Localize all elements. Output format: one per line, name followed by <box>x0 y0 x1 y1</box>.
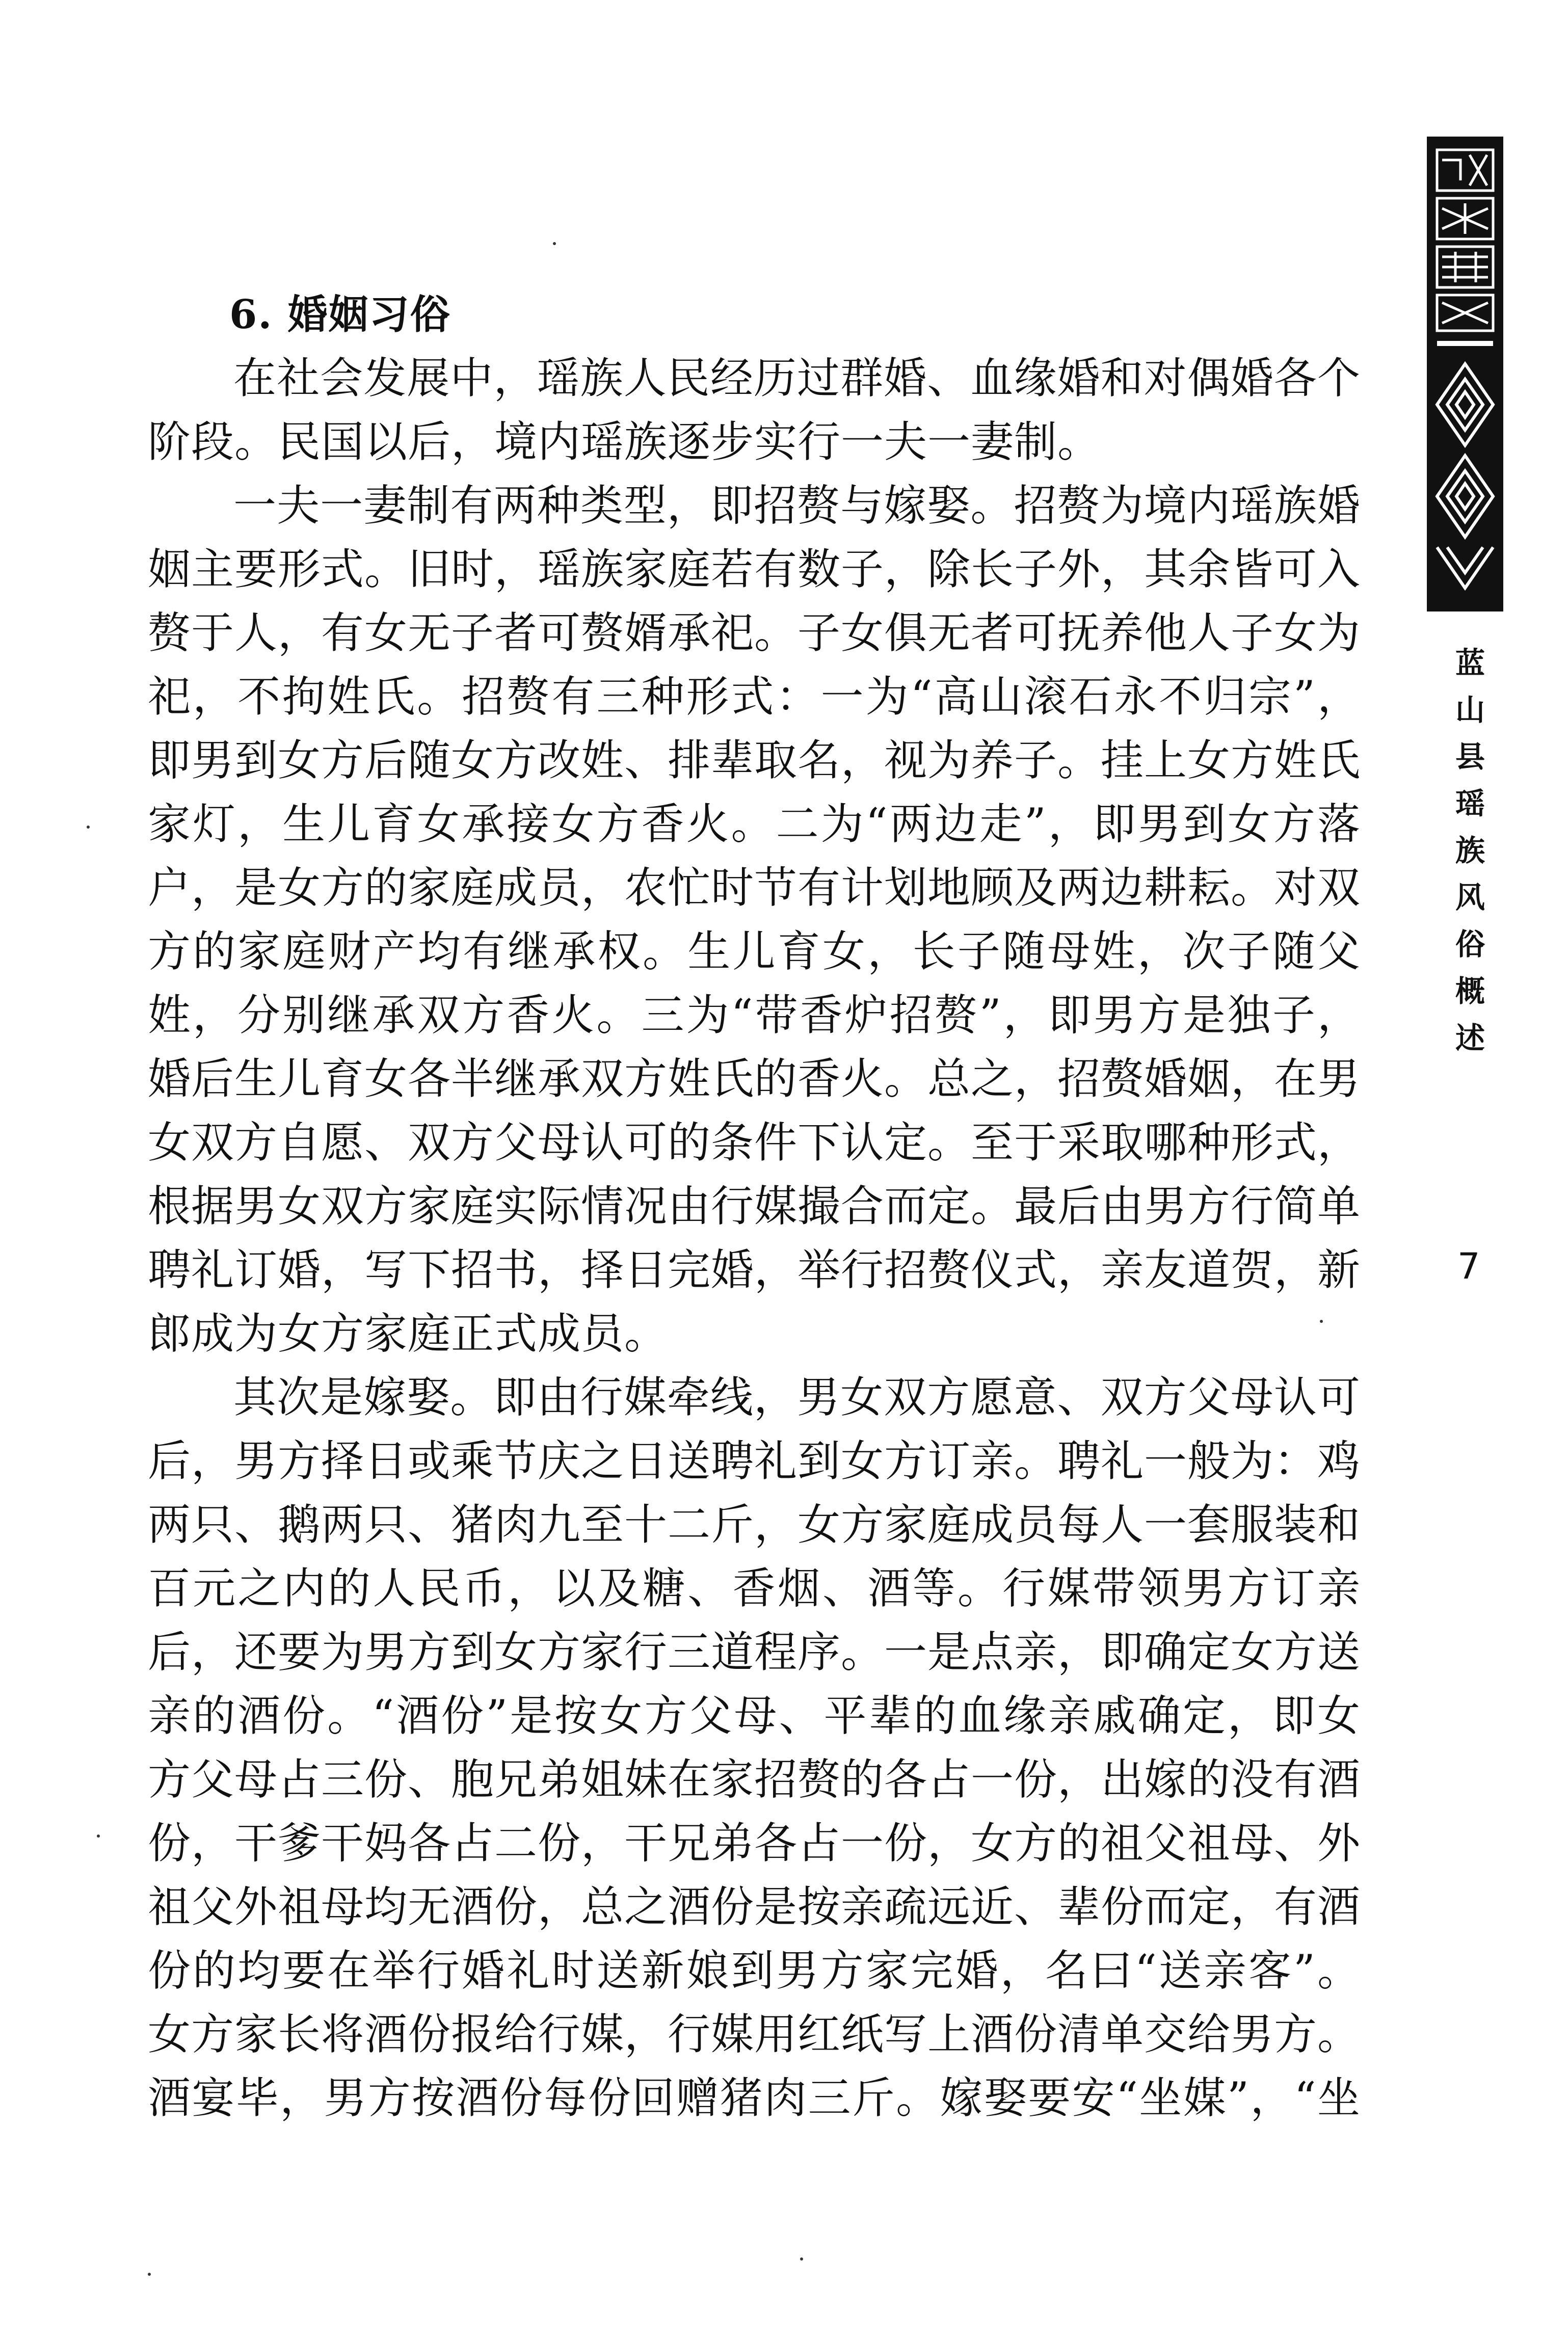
scan-speck <box>87 826 90 829</box>
text-line: 郎成为女方家庭正式成员。 <box>148 1309 668 1359</box>
scan-speck <box>148 2273 151 2276</box>
text-line: 根据男女双方家庭实际情况由行媒撮合而定。最后由男方行简单 <box>148 1181 1361 1231</box>
text-line: 赘于人，有女无子者可赘婿承祀。子女俱无者可抚养他人子女为 <box>148 608 1361 658</box>
text-line: 阶段。民国以后，境内瑶族逐步实行一夫一妻制。 <box>148 417 1101 467</box>
text-line: 百元之内的人民币，以及糖、香烟、酒等。行媒带领男方订亲 <box>148 1563 1361 1613</box>
text-line: 后，还要为男方到女方家行三道程序。一是点亲，即确定女方送 <box>148 1627 1361 1677</box>
text-line: 婚后生儿育女各半继承双方姓氏的香火。总之，招赘婚姻，在男 <box>148 1054 1361 1104</box>
text-line: 其次是嫁娶。即由行媒牵线，男女双方愿意、双方父母认可 <box>233 1372 1361 1422</box>
text-line: 方的家庭财产均有继承权。生儿育女，长子随母姓，次子随父 <box>148 926 1361 976</box>
text-line: 姓，分别继承双方香火。三为“带香炉招赘”，即男方是独子， <box>148 990 1361 1040</box>
running-title-char: 风 <box>1455 880 1485 915</box>
running-title-char: 概 <box>1455 974 1485 1008</box>
body-text <box>148 283 1361 2130</box>
running-title-vertical <box>1447 640 1493 1061</box>
text-line: 姻主要形式。旧时，瑶族家庭若有数子，除长子外，其余皆可入 <box>148 544 1361 594</box>
text-line: 女双方自愿、双方父母认可的条件下认定。至于采取哪种形式， <box>148 1118 1361 1167</box>
running-title-char: 瑶 <box>1455 786 1485 821</box>
scan-speck <box>800 2257 803 2261</box>
running-title-char: 山 <box>1455 693 1485 727</box>
page-number: 7 <box>1457 1245 1480 1287</box>
scan-speck <box>97 1834 100 1838</box>
text-line: 即男到女方后随女方改姓、排辈取名，视为养子。挂上女方姓氏 <box>148 735 1361 785</box>
text-line: 聘礼订婚，写下招书，择日完婚，举行招赘仪式，亲友道贺，新 <box>148 1245 1361 1295</box>
text-line: 女方家长将酒份报给行媒，行媒用红纸写上酒份清单交给男方。 <box>148 2009 1361 2059</box>
text-line: 份的均要在举行婚礼时送新娘到男方家完婚，名曰“送亲客”。 <box>148 1946 1361 1996</box>
running-title-char: 县 <box>1455 739 1485 774</box>
text-line: 两只、鹅两只、猪肉九至十二斤，女方家庭成员每人一套服装和 <box>148 1500 1361 1550</box>
text-line: 份，干爹干妈各占二份，干兄弟各占一份，女方的祖父祖母、外 <box>148 1818 1361 1868</box>
scan-speck <box>1320 1320 1323 1323</box>
text-line: 户，是女方的家庭成员，农忙时节有计划地顾及两边耕耘。对双 <box>148 863 1361 913</box>
running-title-char: 蓝 <box>1455 646 1485 680</box>
ornamental-tab-image <box>1427 137 1503 611</box>
text-line: 祀，不拘姓氏。招赘有三种形式：一为“高山滚石永不归宗”， <box>148 672 1361 722</box>
scan-speck <box>553 242 556 245</box>
running-title-char: 俗 <box>1455 927 1485 962</box>
running-title-char: 族 <box>1455 833 1485 868</box>
text-line: 在社会发展中，瑶族人民经历过群婚、血缘婚和对偶婚各个 <box>233 353 1361 403</box>
text-line: 家灯，生儿育女承接女方香火。二为“两边走”，即男到女方落 <box>148 799 1361 849</box>
text-line: 后，男方择日或乘节庆之日送聘礼到女方订亲。聘礼一般为：鸡 <box>148 1436 1361 1486</box>
paragraph-lines <box>148 347 1361 2130</box>
text-line: 亲的酒份。“酒份”是按女方父母、平辈的血缘亲戚确定，即女 <box>148 1691 1361 1741</box>
text-line: 祖父外祖母均无酒份，总之酒份是按亲疏远近、辈份而定，有酒 <box>148 1882 1361 1932</box>
text-line: 一夫一妻制有两种类型，即招赘与嫁娶。招赘为境内瑶族婚 <box>233 481 1361 530</box>
text-line: 方父母占三份、胞兄弟姐妹在家招赘的各占一份，出嫁的没有酒 <box>148 1754 1361 1804</box>
running-title-char: 述 <box>1455 1021 1485 1055</box>
text-line: 酒宴毕，男方按酒份每份回赠猪肉三斤。嫁娶要安“坐媒”，“坐 <box>148 2073 1361 2123</box>
section-heading: 6. 婚姻习俗 <box>229 291 451 338</box>
